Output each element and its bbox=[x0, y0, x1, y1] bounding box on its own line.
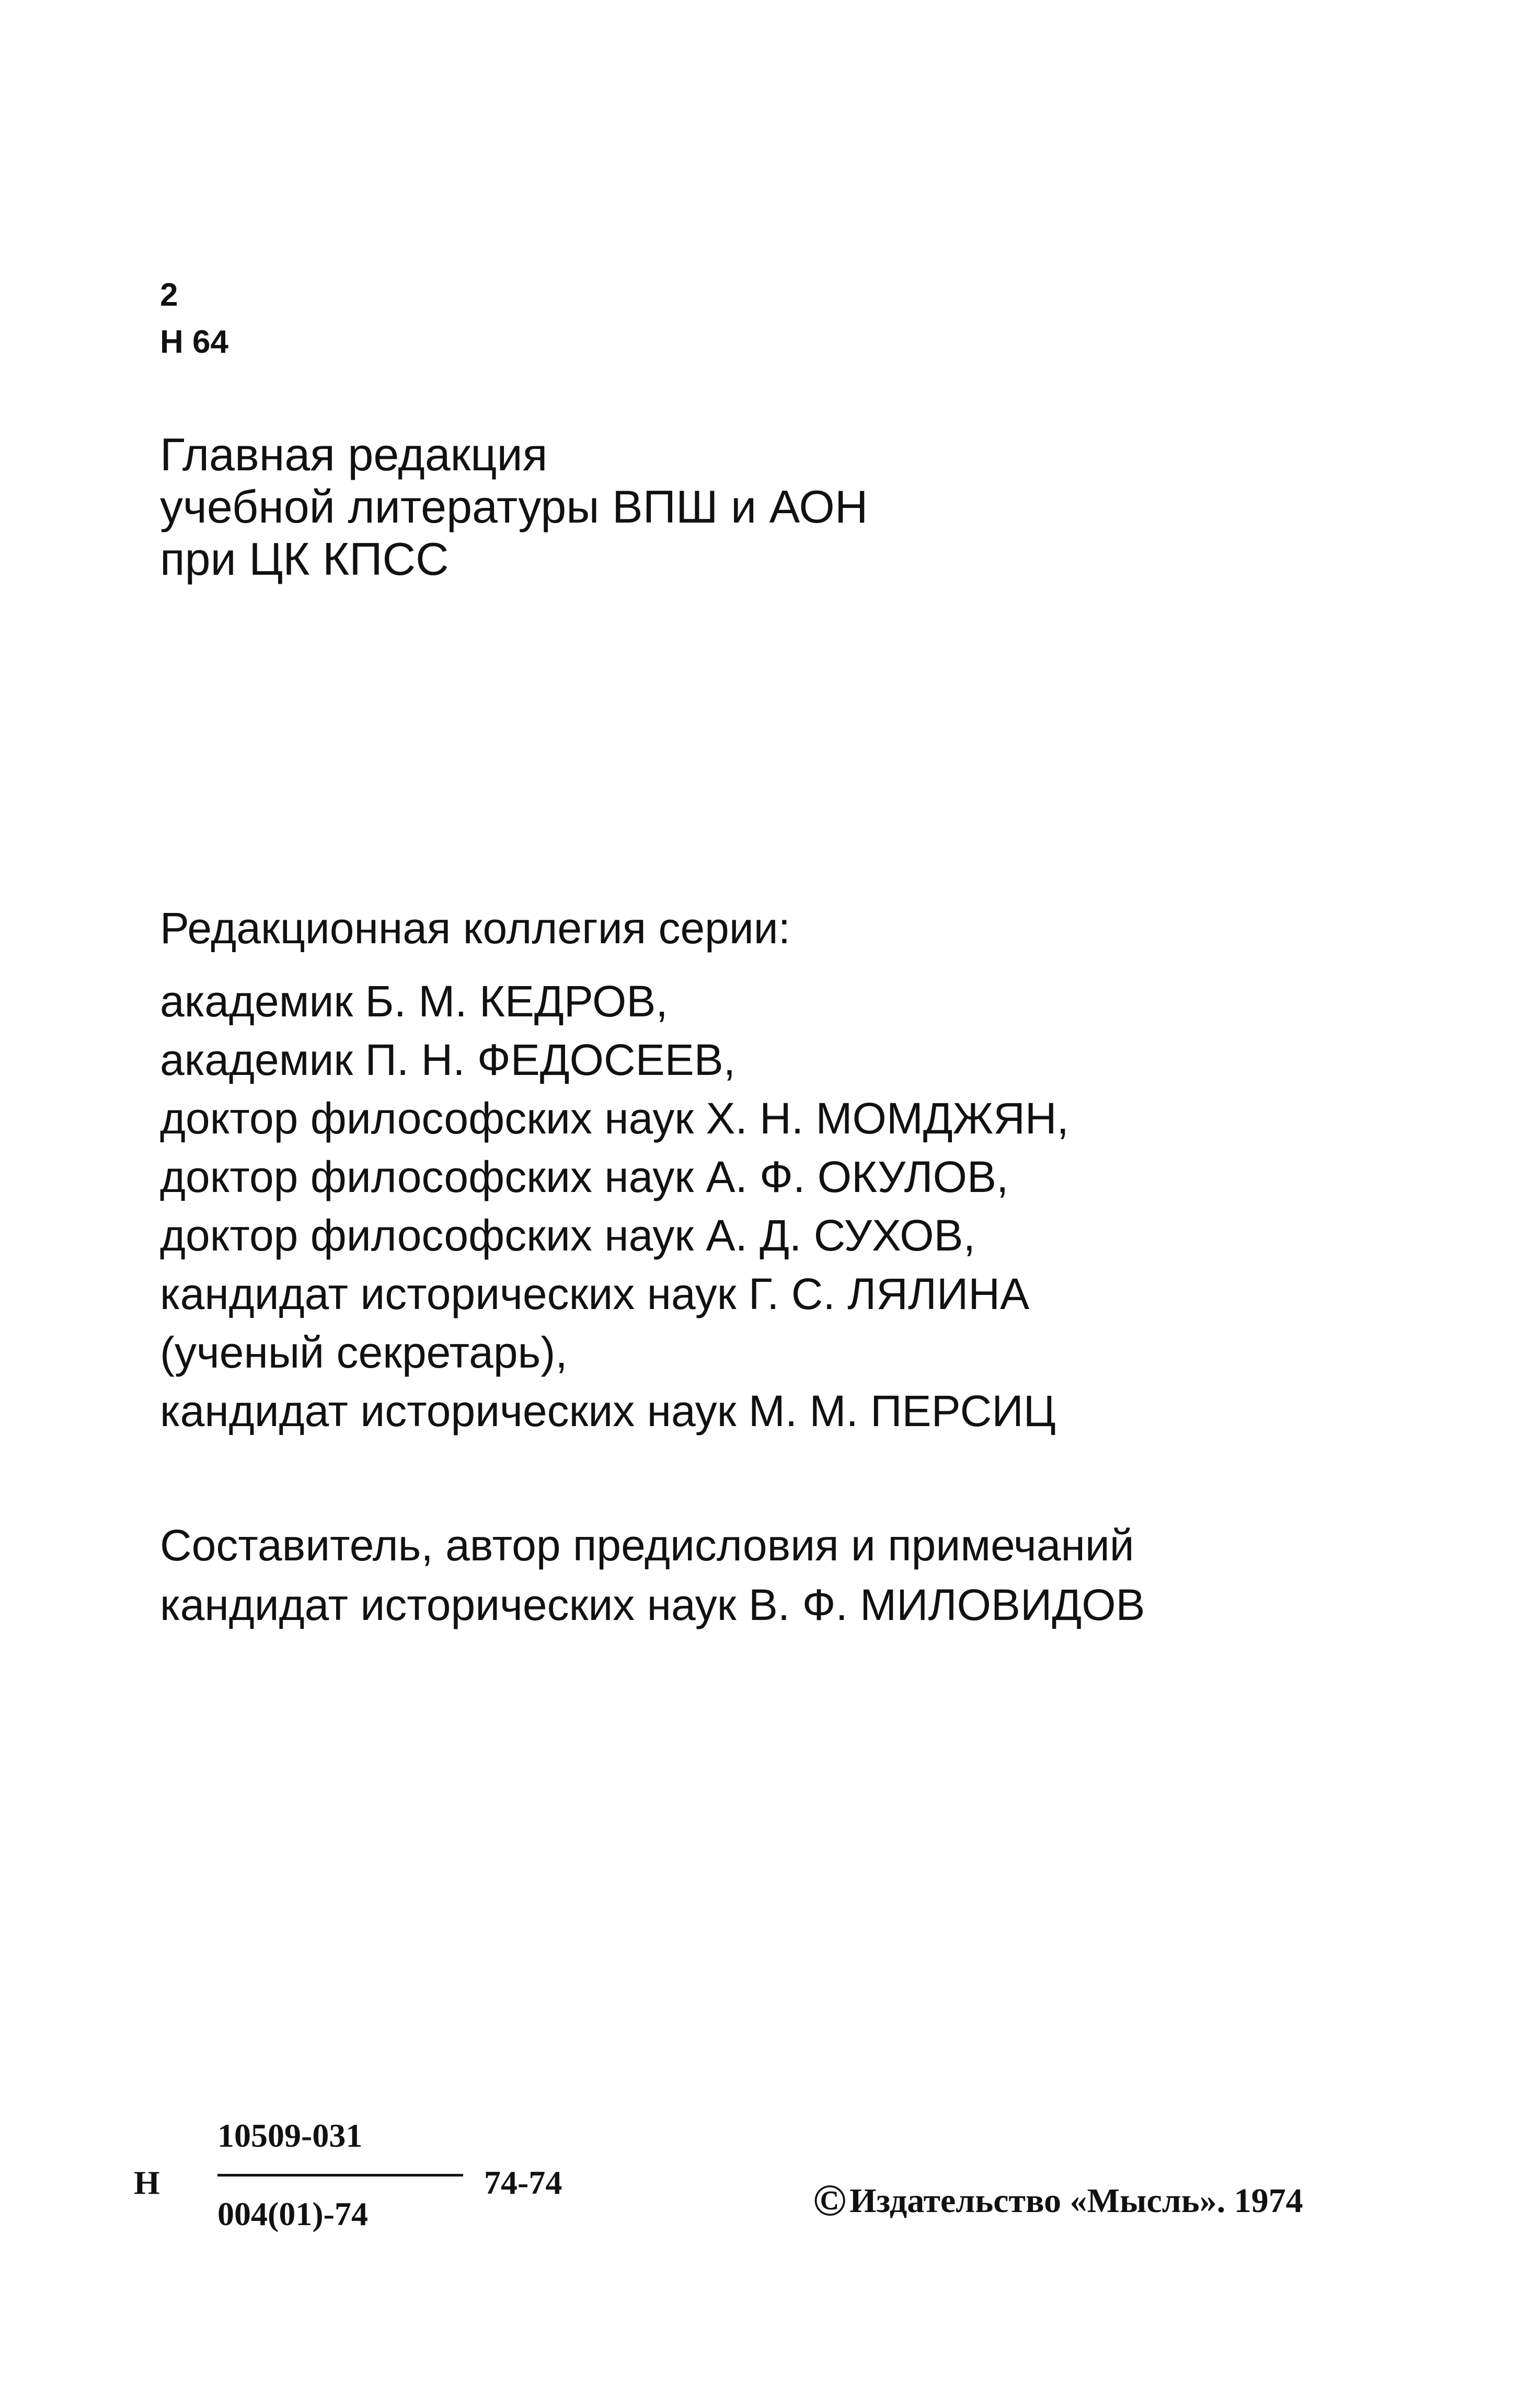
classification-index bbox=[160, 272, 228, 366]
board-member: кандидат исторических наук М. М. ПЕРСИЦ bbox=[160, 1386, 1056, 1435]
editorial-board-title: Редакционная коллегия серии: bbox=[160, 904, 791, 953]
board-member: академик П. Н. ФЕДОСЕЕВ, bbox=[160, 1035, 736, 1084]
board-member: (ученый секретарь), bbox=[160, 1328, 568, 1377]
classification-line-2: Н 64 bbox=[160, 324, 228, 360]
copyright-icon: © bbox=[813, 2175, 847, 2225]
board-member: академик Б. М. КЕДРОВ, bbox=[160, 977, 668, 1026]
board-member: кандидат исторических наук Г. С. ЛЯЛИНА bbox=[160, 1269, 1030, 1318]
compiler-line: кандидат исторических наук В. Ф. МИЛОВИДОВ bbox=[160, 1580, 1145, 1629]
copyright-notice bbox=[813, 2174, 1303, 2226]
publisher-line: Главная редакция bbox=[160, 429, 548, 480]
publisher-block bbox=[160, 429, 868, 585]
fraction-rule bbox=[217, 2174, 463, 2177]
index-suffix: 74-74 bbox=[484, 2164, 562, 2201]
classification-line-1: 2 bbox=[160, 277, 178, 313]
publisher-line: при ЦК КПСС bbox=[160, 533, 449, 585]
publisher-line: учебной литературы ВПШ и АОН bbox=[160, 481, 868, 532]
board-member: доктор философских наук А. Ф. ОКУЛОВ, bbox=[160, 1152, 1009, 1201]
editorial-board bbox=[160, 899, 1069, 1440]
index-letter: Н bbox=[134, 2164, 160, 2201]
index-numerator: 10509-031 bbox=[217, 2117, 363, 2154]
board-member: доктор философских наук А. Д. СУХОВ, bbox=[160, 1211, 975, 1260]
index-denominator: 004(01)-74 bbox=[217, 2195, 368, 2232]
copyright-text: Издательство «Мысль». 1974 bbox=[849, 2182, 1303, 2220]
compiler-credit bbox=[160, 1515, 1145, 1635]
compiler-line: Составитель, автор предисловия и примечаний bbox=[160, 1521, 1134, 1570]
board-member: доктор философских наук Х. Н. МОМДЖЯН, bbox=[160, 1094, 1069, 1143]
publication-index-code bbox=[134, 2116, 604, 2247]
